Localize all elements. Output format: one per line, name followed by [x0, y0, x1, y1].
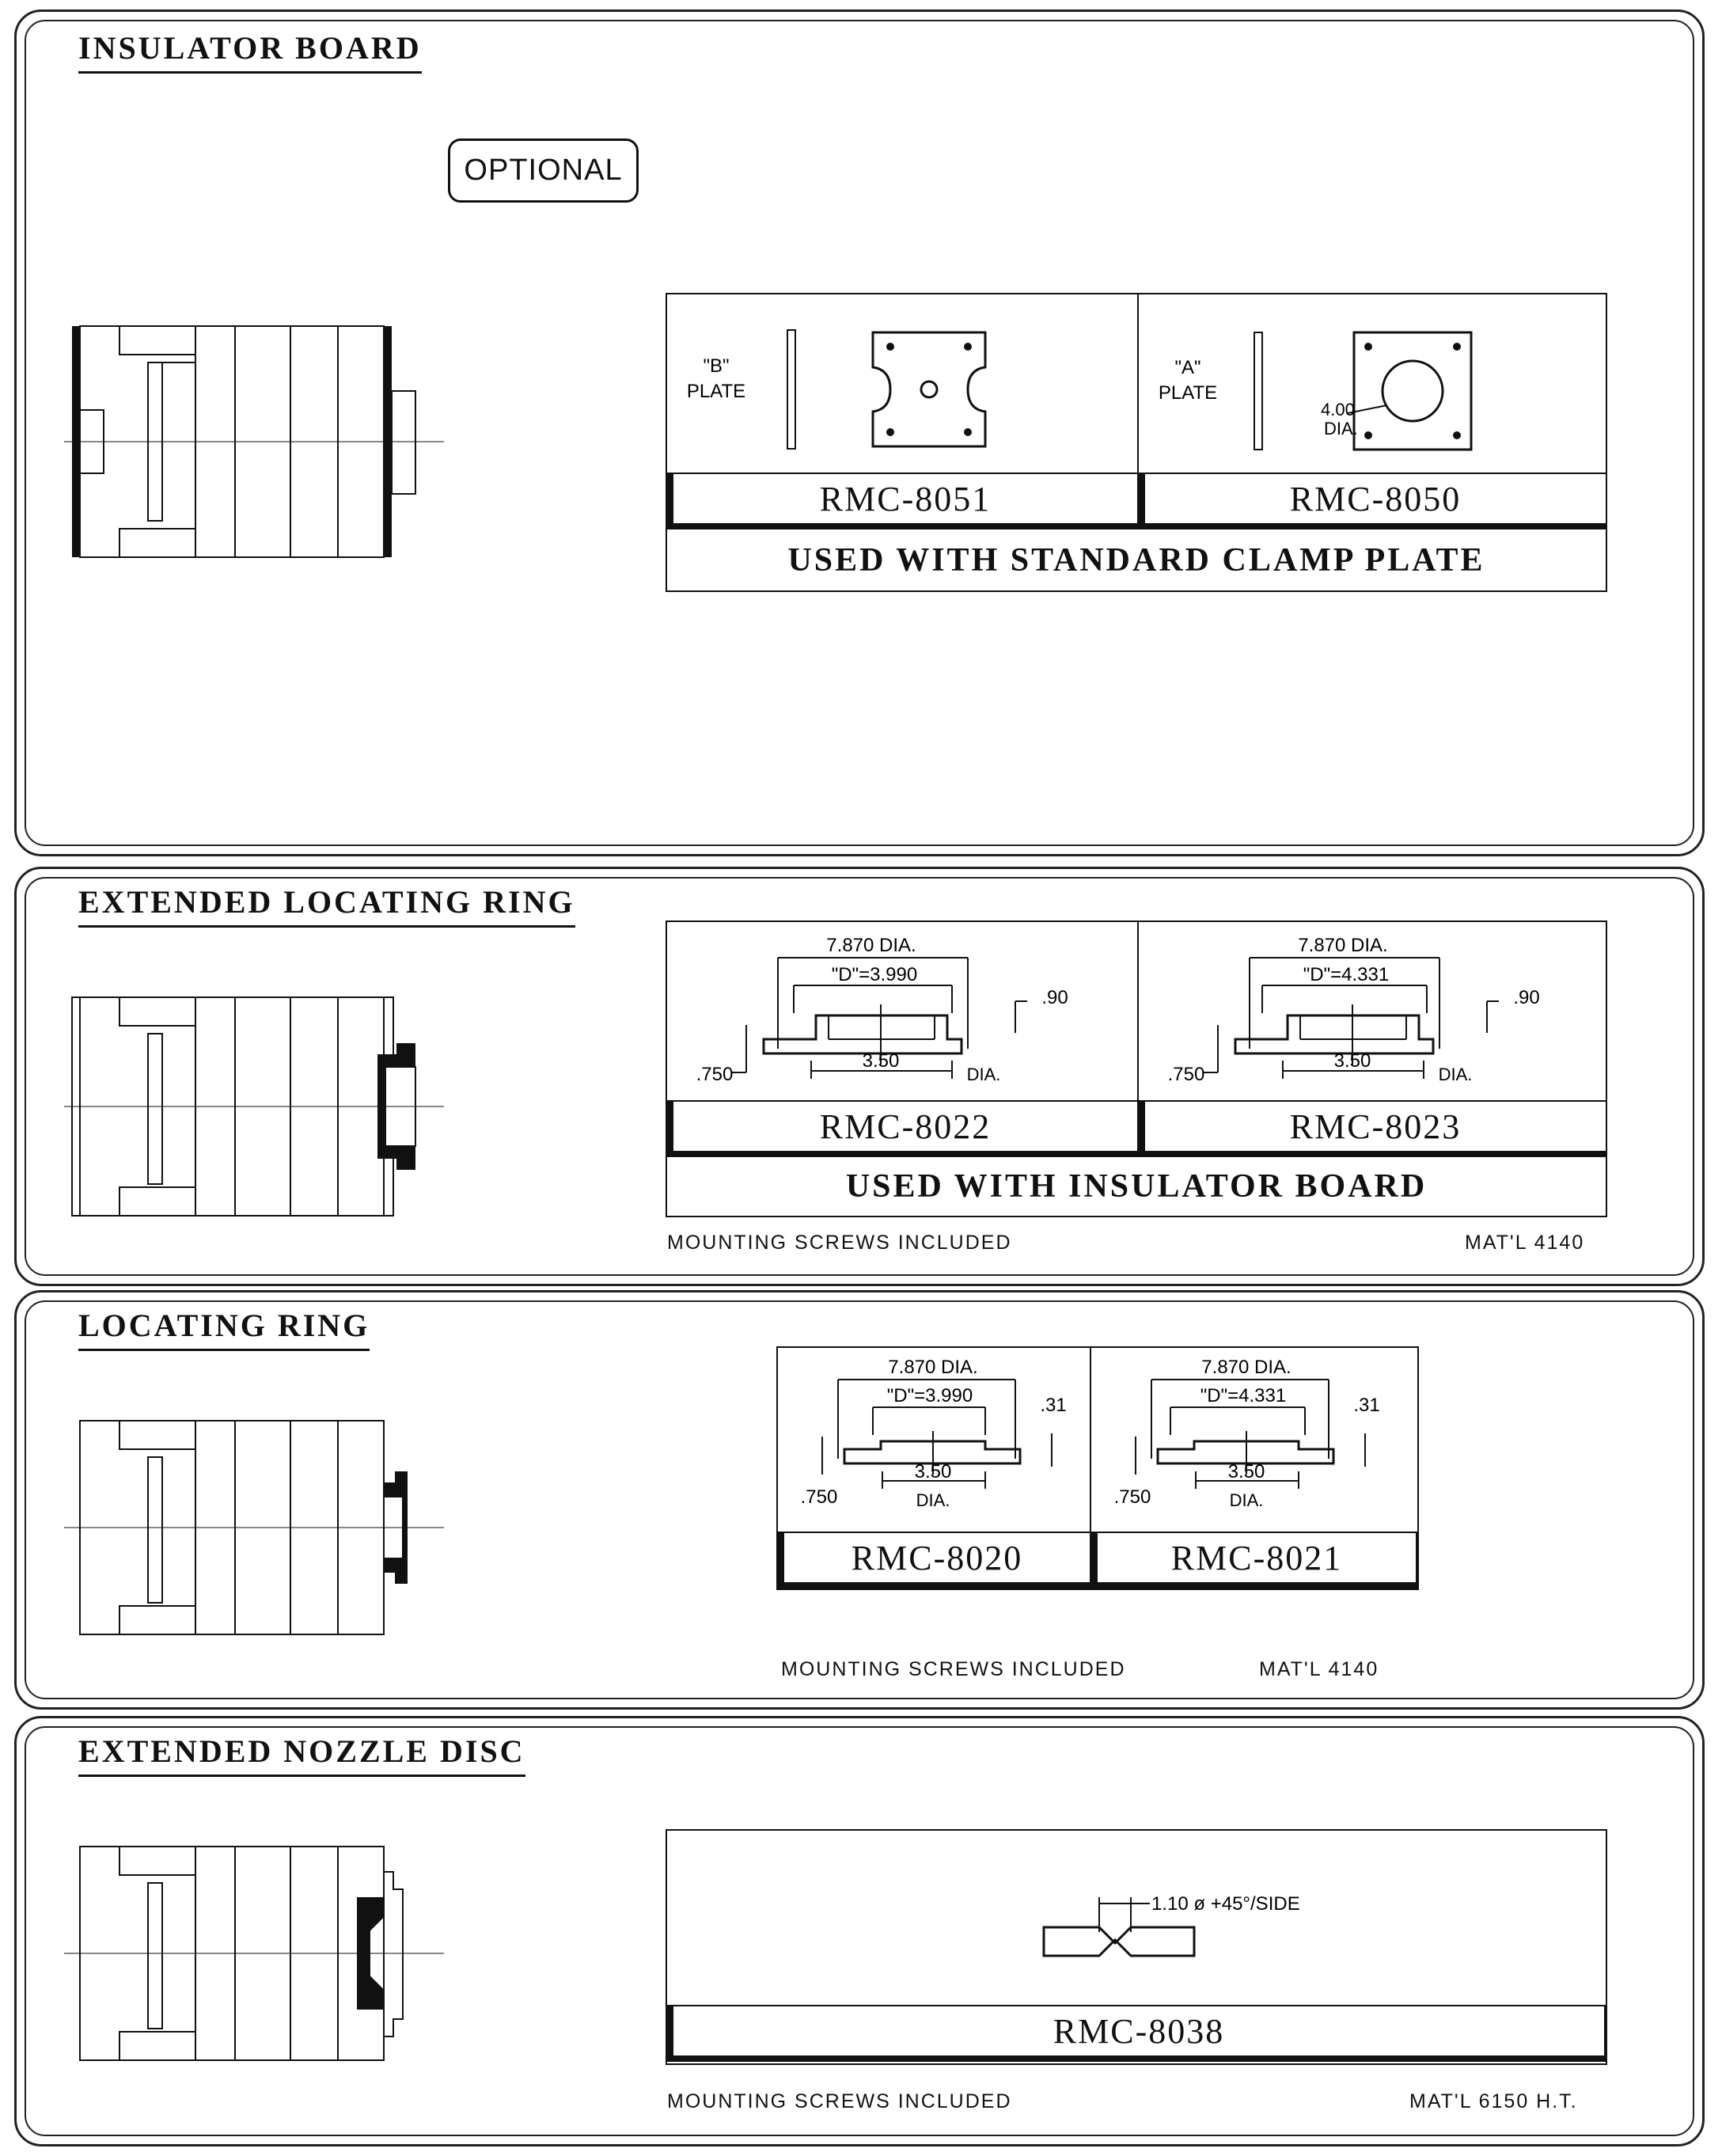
section-title: LOCATING RING [78, 1307, 370, 1351]
disc-dim: 1.10 ø +45°/SIDE [1151, 1893, 1300, 1915]
id-dim: 3.50 [1333, 1050, 1371, 1072]
od-dim: 7.870 DIA. [1201, 1357, 1292, 1378]
height-dim: .90 [1513, 987, 1540, 1008]
ring-drawing-8022 [667, 922, 1139, 1100]
a-plate-dim-unit: DIA. [1324, 419, 1358, 438]
cell-rmc-8020 [778, 1348, 1091, 1532]
used-with-note: USED WITH STANDARD CLAMP PLATE [787, 541, 1485, 579]
used-with-note: USED WITH INSULATOR BOARD [845, 1168, 1428, 1205]
id-dim: 3.50 [914, 1461, 952, 1482]
b-plate-label: PLATE [686, 381, 746, 402]
id-dim: 3.50 [862, 1050, 900, 1072]
part-number-rmc-8038: RMC-8038 [667, 2005, 1606, 2062]
height-dim: .31 [1353, 1395, 1380, 1416]
height-dim: .31 [1040, 1395, 1067, 1416]
d-dim: "D"=4.331 [1303, 964, 1390, 985]
section-title: EXTENDED LOCATING RING [78, 883, 575, 928]
id-dim-unit: DIA. [1229, 1490, 1264, 1510]
mold-assembly-drawing [64, 988, 444, 1225]
ring-drawing-8021 [1091, 1348, 1419, 1532]
mold-assembly-drawing [64, 317, 444, 570]
d-dim: "D"=3.990 [831, 964, 918, 985]
od-dim: 7.870 DIA. [888, 1357, 978, 1378]
od-dim: 7.870 DIA. [826, 935, 916, 956]
height-dim: .90 [1041, 987, 1068, 1008]
cell-rmc-8022 [667, 922, 1139, 1100]
panel-locating-ring [14, 1290, 1705, 1710]
a-plate-drawing [1139, 294, 1609, 473]
panel-extended-locating-ring [14, 867, 1705, 1286]
thickness-dim: .750 [1113, 1486, 1151, 1508]
id-dim-unit: DIA. [966, 1065, 1001, 1084]
section-title: EXTENDED NOZZLE DISC [78, 1733, 525, 1777]
part-box-clamp-plate [666, 293, 1607, 592]
a-plate-quote: "A" [1174, 357, 1201, 378]
part-box-extended-locating-ring [666, 920, 1607, 1217]
a-plate-dim: 4.00 [1321, 400, 1355, 419]
mold-assembly-drawing [64, 1411, 444, 1649]
id-dim: 3.50 [1227, 1461, 1265, 1482]
thickness-dim: .750 [800, 1486, 838, 1508]
part-number-rmc-8020: RMC-8020 [778, 1532, 1091, 1589]
part-box-locating-ring [776, 1346, 1419, 1590]
ring-drawing-8023 [1139, 922, 1609, 1100]
screws-note: MOUNTING SCREWS INCLUDED [781, 1658, 1126, 1680]
b-plate-drawing [667, 294, 1139, 473]
thickness-dim: .750 [696, 1064, 734, 1085]
part-number-rmc-8021: RMC-8021 [1091, 1532, 1417, 1589]
optional-badge: OPTIONAL [448, 139, 639, 203]
d-dim: "D"=3.990 [886, 1385, 973, 1406]
panel-insulator-board [14, 9, 1705, 856]
d-dim: "D"=4.331 [1200, 1385, 1287, 1406]
part-number-rmc-8023: RMC-8023 [1139, 1100, 1607, 1157]
a-plate-label: PLATE [1158, 382, 1218, 404]
panel-extended-nozzle-disc [14, 1716, 1705, 2147]
section-title: INSULATOR BOARD [78, 29, 422, 74]
material-note: MAT'L 4140 [1465, 1232, 1585, 1254]
part-number-rmc-8051: RMC-8051 [667, 473, 1139, 530]
screws-note: MOUNTING SCREWS INCLUDED [667, 1232, 1012, 1254]
ring-drawing-8020 [778, 1348, 1091, 1532]
part-box-nozzle-disc [666, 1829, 1607, 2065]
part-number-rmc-8050: RMC-8050 [1139, 473, 1607, 530]
nozzle-disc-drawing [667, 1831, 1609, 2005]
material-note: MAT'L 6150 H.T. [1409, 2090, 1578, 2112]
thickness-dim: .750 [1167, 1064, 1205, 1085]
part-number-rmc-8022: RMC-8022 [667, 1100, 1139, 1157]
id-dim-unit: DIA. [916, 1490, 950, 1510]
screws-note: MOUNTING SCREWS INCLUDED [667, 2090, 1012, 2112]
cell-b-plate [667, 294, 1139, 473]
mold-assembly-drawing [64, 1837, 444, 2074]
id-dim-unit: DIA. [1438, 1065, 1473, 1084]
b-plate-quote: "B" [703, 355, 730, 377]
od-dim: 7.870 DIA. [1298, 935, 1388, 956]
material-note: MAT'L 4140 [1259, 1658, 1379, 1680]
